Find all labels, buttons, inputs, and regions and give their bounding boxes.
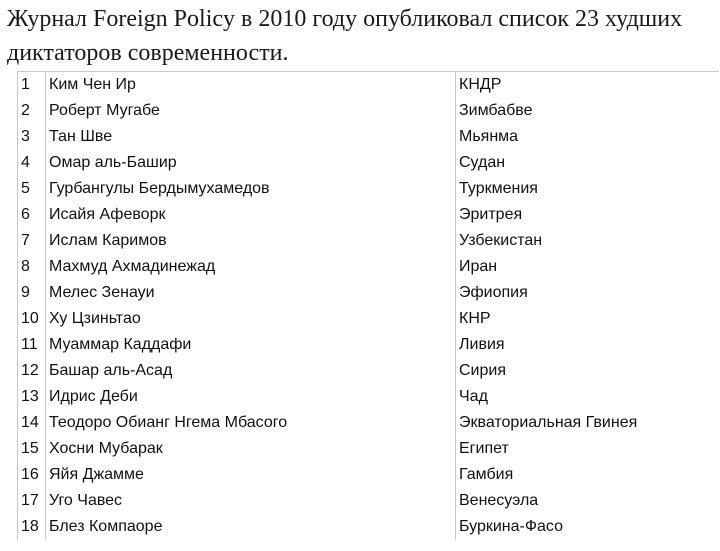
country-cell: КНДР [456, 72, 720, 99]
row-number-cell: 16 [18, 462, 46, 488]
dictator-name-cell: Яйя Джамме [46, 462, 456, 488]
country-cell: Ливия [456, 332, 720, 358]
table-row [18, 358, 720, 384]
dictator-name-cell: Махмуд Ахмадинежад [46, 254, 456, 280]
row-number-cell: 8 [18, 254, 46, 280]
country-cell: Эритрея [456, 202, 720, 228]
dictator-name-cell: Идрис Деби [46, 384, 456, 410]
table-row [18, 384, 720, 410]
row-number-cell: 13 [18, 384, 46, 410]
table-row [18, 150, 720, 176]
table-row [18, 254, 720, 280]
row-number-cell: 1 [18, 72, 46, 99]
row-number-cell: 5 [18, 176, 46, 202]
row-number-cell: 17 [18, 488, 46, 514]
table-body [18, 72, 720, 541]
dictator-name-cell: Теодоро Обианг Нгема Мбасого [46, 410, 456, 436]
table-row [18, 124, 720, 150]
country-cell: Гамбия [456, 462, 720, 488]
dictator-name-cell: Ислам Каримов [46, 228, 456, 254]
country-cell: Узбекистан [456, 228, 720, 254]
row-number-cell: 12 [18, 358, 46, 384]
country-cell: Зимбабве [456, 98, 720, 124]
row-number-cell: 6 [18, 202, 46, 228]
row-number-cell: 2 [18, 98, 46, 124]
country-cell: Иран [456, 254, 720, 280]
dictator-name-cell: Гурбангулы Бердымухамедов [46, 176, 456, 202]
table-row [18, 176, 720, 202]
table-row [18, 436, 720, 462]
dictators-table [17, 71, 719, 540]
dictator-name-cell: Ким Чен Ир [46, 72, 456, 99]
dictator-name-cell: Хосни Мубарак [46, 436, 456, 462]
country-cell: КНР [456, 306, 720, 332]
dictator-name-cell: Омар аль-Башир [46, 150, 456, 176]
table-row [18, 202, 720, 228]
row-number-cell: 11 [18, 332, 46, 358]
country-cell: Туркмения [456, 176, 720, 202]
page-title: Журнал Foreign Policy в 2010 году опубликовал список 23 худших диктаторов современности. [7, 6, 683, 66]
row-number-cell: 7 [18, 228, 46, 254]
dictator-name-cell: Тан Шве [46, 124, 456, 150]
country-cell: Венесуэла [456, 488, 720, 514]
country-cell: Египет [456, 436, 720, 462]
table-row [18, 280, 720, 306]
table-row [18, 332, 720, 358]
table-row [18, 514, 720, 540]
country-cell: Буркина-Фасо [456, 514, 720, 540]
dictator-name-cell: Ху Цзиньтао [46, 306, 456, 332]
row-number-cell: 10 [18, 306, 46, 332]
row-number-cell: 15 [18, 436, 46, 462]
country-cell: Экваториальная Гвинея [456, 410, 720, 436]
dictator-name-cell: Муаммар Каддафи [46, 332, 456, 358]
country-cell: Эфиопия [456, 280, 720, 306]
table-row [18, 488, 720, 514]
row-number-cell: 4 [18, 150, 46, 176]
table-row [18, 462, 720, 488]
dictator-name-cell: Мелес Зенауи [46, 280, 456, 306]
dictator-name-cell: Исайя Афеворк [46, 202, 456, 228]
dictator-name-cell: Роберт Мугабе [46, 98, 456, 124]
table-row [18, 98, 720, 124]
country-cell: Мьянма [456, 124, 720, 150]
dictator-name-cell: Блез Компаоре [46, 514, 456, 540]
table-row [18, 72, 720, 99]
country-cell: Чад [456, 384, 720, 410]
dictator-name-cell: Башар аль-Асад [46, 358, 456, 384]
row-number-cell: 18 [18, 514, 46, 540]
dictator-name-cell: Уго Чавес [46, 488, 456, 514]
row-number-cell: 14 [18, 410, 46, 436]
country-cell: Сирия [456, 358, 720, 384]
row-number-cell: 9 [18, 280, 46, 306]
table-row [18, 410, 720, 436]
table-row [18, 228, 720, 254]
dictators-table-container [17, 71, 719, 551]
row-number-cell: 3 [18, 124, 46, 150]
country-cell: Судан [456, 150, 720, 176]
table-row [18, 306, 720, 332]
